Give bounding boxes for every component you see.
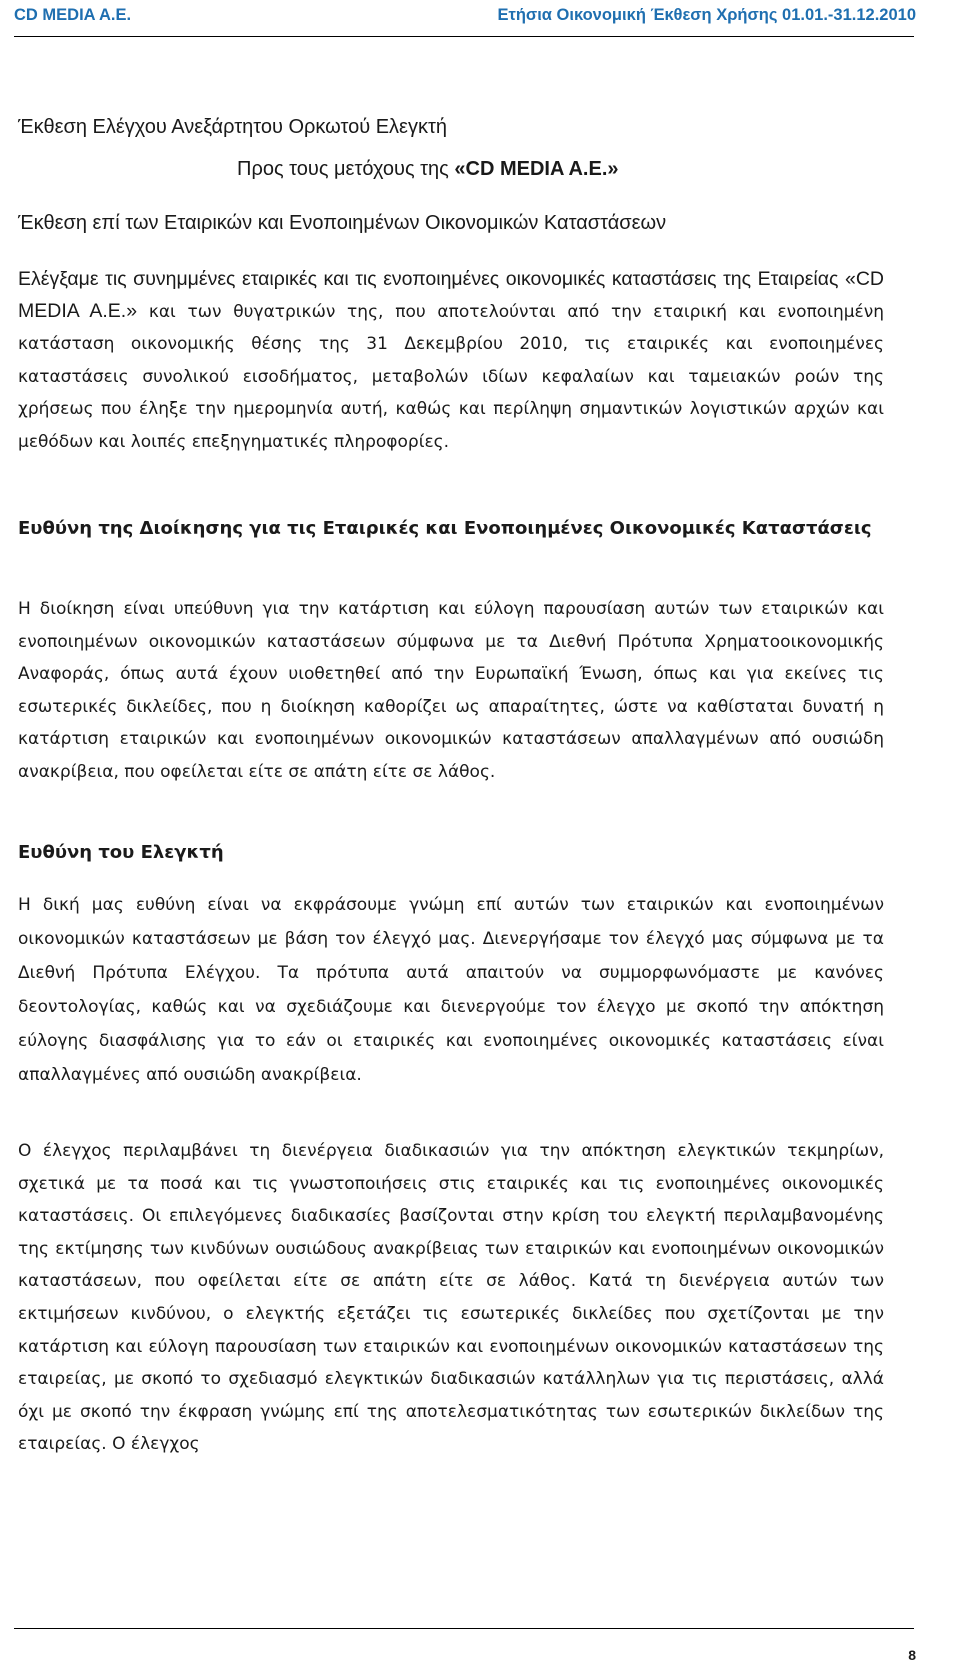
header-company: CD MEDIA A.E. (14, 6, 132, 24)
auditor-paragraph-2: Ο έλεγχος περιλαμβάνει τη διενέργεια διαδικασιών για την απόκτηση ελεγκτικών τεκμηρίων, σχετικά με τα ποσά και τις γνωστοποιήσεις στις εταιρικές και τις ενοποιημένες οικονομικές καταστάσεις. Οι επιλεγόμενες διαδικασίες βασίζονται στην κρίση του ελεγκτή περιλαμβανομένης της εκτίμησης των κινδύνων ουσιώδους ανακρίβειας των εταιρικών και ενοποιημένων οικονομικών καταστάσεων, που οφείλεται είτε σε απάτη είτε σε λάθος. Κατά τη διενέργεια αυτών των εκτιμήσεων κινδύνου, ο ελεγκτής εξετάζει τις εσωτερικές δικλείδες που σχετίζονται με την κατάρτιση και εύλογη παρουσίαση των εταιρικών και ενοποιημένων οικονομικών καταστάσεων της εταιρείας, με σκοπό το σχεδιασμό ελεγκτικών διαδικασιών κατάλληλων για τις περιστάσεις, αλλά όχι με σκοπό την έκφραση γνώμης επί της αποτελεσματικότητας των εσωτερικών δικλείδων της εταιρείας. Ο έλεγχος (18, 1141, 884, 1455)
management-responsibility-heading: Ευθύνη της Διοίκησης για τις Εταιρικές και Ενοποιημένες Οικονομικές Καταστάσεις (18, 518, 872, 539)
page-number: 8 (908, 1647, 916, 1663)
intro-paragraph-start: Ελέγξαμε τις συνημμένες εταιρικές και τις ενοποιημένες οικονομικές καταστάσεις της Εταιρείας «CD MEDIA A.E.» (18, 268, 884, 322)
addressee-line (237, 158, 619, 181)
auditor-responsibility-heading: Ευθύνη του Ελεγκτή (18, 842, 224, 863)
intro-paragraph (18, 264, 884, 458)
management-responsibility-paragraph: Η διοίκηση είναι υπεύθυνη για την κατάρτιση και εύλογη παρουσίαση αυτών των εταιρικών και ενοποιημένων οικονομικών καταστάσεων σύμφωνα με τα Διεθνή Πρότυπα Χρηματοοικονομικής Αναφοράς, όπως αυτά έχουν υιοθετηθεί από την Ευρωπαϊκή Ένωση, όπως και για εκείνες τις εσωτερικές δικλείδες, που η διοίκηση καθορίζει ως απαραίτητες, ώστε να καθίσταται δυνατή η κατάρτιση εταιρικών και ενοποιημένων οικονομικών καταστάσεων απαλλαγμένων από ουσιώδη ανακρίβεια, που οφείλεται είτε σε απάτη είτε σε λάθος. (18, 599, 884, 782)
section-title: Έκθεση επί των Εταιρικών και Ενοποιημένων Οικονομικών Καταστάσεων (18, 212, 667, 234)
report-title: Έκθεση Ελέγχου Ανεξάρτητου Ορκωτού Ελεγκτή (18, 116, 447, 138)
footer-divider (14, 1628, 914, 1629)
auditor-paragraph-1: Η δική μας ευθύνη είναι να εκφράσουμε γνώμη επί αυτών των εταιρικών και ενοποιημένων οικονομικών καταστάσεων με βάση τον έλεγχό μας. Διενεργήσαμε τον έλεγχό μας σύμφωνα με τα Διεθνή Πρότυπα Ελέγχου. Τα πρότυπα αυτά απαιτούν να συμμορφωνόμαστε με κανόνες δεοντολογίας, καθώς και να σχεδιάζουμε και διενεργούμε τον έλεγχο με σκοπό την απόκτηση εύλογης διασφάλισης για το εάν οι εταιρικές και ενοποιημένες οικονομικές καταστάσεις είναι απαλλαγμένες από ουσιώδη ανακρίβεια. (18, 895, 884, 1085)
intro-paragraph-rest: και των θυγατρικών της, που αποτελούνται από την εταιρική και ενοποιημένη κατάσταση οικονομικής θέσης της 31 Δεκεμβρίου 2010, τις εταιρικές και ενοποιημένες καταστάσεις συνολικού εισοδήματος, μεταβολών ιδίων κεφαλαίων και ταμειακών ροών της χρήσεως που έληξε την ημερομηνία αυτή, καθώς και περίληψη σημαντικών λογιστικών αρχών και μεθόδων και λοιπές επεξηγηματικές πληροφορίες. (18, 301, 885, 452)
header-report-title: Ετήσια Οικονομική Έκθεση Χρήσης 01.01.-31.12.2010 (497, 6, 916, 24)
header-divider (14, 36, 914, 37)
addressee-prefix: Προς τους μετόχους της (237, 158, 449, 180)
addressee-company: «CD MEDIA A.E.» (454, 158, 619, 180)
